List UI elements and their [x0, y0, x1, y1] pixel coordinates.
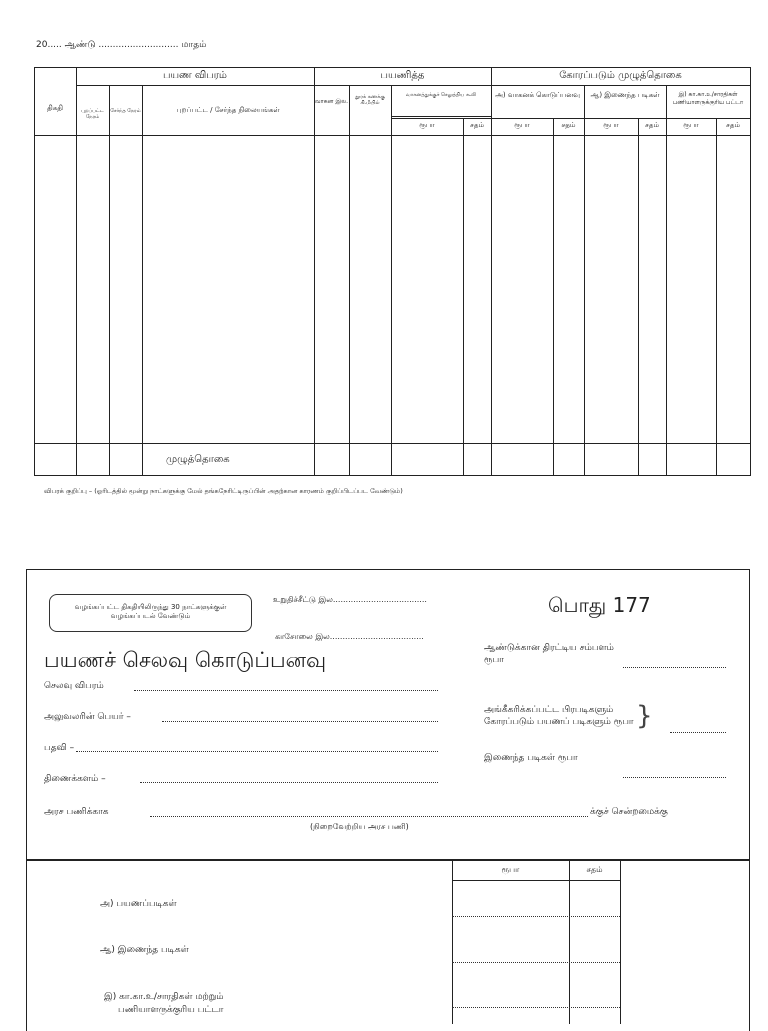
year-month-line: 20..... ஆண்டு ............................ மாதம் [36, 40, 207, 50]
combined-allowances-label: இணைந்த படிகள் ரூபா [484, 753, 578, 763]
item-combined-allowance: ஆ) இணைந்த படிகள் [100, 945, 189, 955]
header-claimed-total: கோரப்படும் முழுத்தொகை [559, 70, 682, 81]
col-stations: புறப்பட்ட / சேர்ந்த நிலையங்கள் [176, 106, 280, 114]
form-title: பயணச் செலவு கொடுப்பனவு [44, 648, 327, 672]
annual-salary-label: ஆண்டுக்கான திரட்டிய சம்பளம் ரூபா [484, 643, 614, 665]
cents-label: சதம் [725, 121, 741, 129]
col-paid-vehicle: வாகனத்துக்குச் செலுத்திய கூலி [405, 92, 477, 98]
receipt-number: உறுதிச்சீட்டு இல..................................... [273, 595, 427, 604]
stamp-box [49, 594, 252, 632]
stamp-text: வழங்கப்பட்ட திகதியிலிருந்து 30 நாட்களுக்குள் வழங்கப்படல் வேண்டும் [74, 603, 227, 621]
col-distance: தூரக் கணக்கு கி.மீயில் [355, 94, 385, 107]
col-claim-driver: இ) கா.கா.உ/சாரதிகள் பணியாளருக்குரிய பட்டா [672, 91, 744, 106]
cents-header: சதம் [586, 865, 603, 874]
brace-icon: } [636, 701, 653, 731]
approved-allowances-label: அங்கீகரிக்கப்பட்ட பிரபடிகளும் கோரப்படும் பயணப் படிகளும் ரூபா [484, 705, 634, 727]
col-departure-time: புறப்பட்ட நேரம் [81, 108, 104, 120]
expense-details-label: செலவு விபரம் [44, 681, 104, 691]
rupee-label: ரூபா [514, 121, 530, 129]
col-date: திகதி [47, 104, 63, 112]
total-label: முழுத்தொகை [166, 454, 230, 465]
col-claim-combined: ஆ) இணைந்த படிகள் [590, 91, 660, 99]
position-label: பதவி – [44, 743, 75, 753]
gov-service-sub: (நிறைவேற்றிய அரச பணி) [310, 822, 409, 831]
col-vehicle-no: வாகன இல. [314, 98, 349, 105]
item-driver-batta-line2: பணியாளருக்குரிய பட்டா [118, 1005, 224, 1015]
header-travelled: பயணித்த [380, 70, 425, 81]
col-arrival-time: சேர்ந்த நேரம் [110, 108, 141, 114]
cheque-number: காசோலை இல..................................... [275, 632, 424, 641]
cents-label: சதம் [469, 121, 485, 129]
item-driver-batta-line1: இ) கா.கா.உ/சாரதிகள் மற்றும் [104, 992, 224, 1002]
header-travel-details: பயண விபரம் [163, 70, 227, 81]
department-label: திணைக்களம் – [44, 774, 106, 784]
gov-service-prefix: அரச பணிக்காக [44, 807, 109, 817]
rupee-label: ரூபா [603, 121, 619, 129]
gov-service-suffix: க்குச் சென்றமைக்கு [590, 807, 668, 817]
form-code: பொது 177 [548, 593, 651, 617]
col-claim-vehicle: அ) வாகனக் கொடுப்பனவு [495, 91, 580, 99]
rupee-header: ரூபா [501, 865, 520, 874]
officer-name-label: அலுவலரின் பெயர் – [44, 712, 131, 722]
item-travel-allowance: அ) பயணப்படிகள் [100, 899, 177, 909]
cents-label: சதம் [561, 121, 576, 129]
cents-label: சதம் [644, 121, 660, 129]
rupee-label: ரூபா [683, 121, 699, 129]
note-text: விபரக் குறிப்பு – (ஓரிடத்தில் மூன்று நாட்களுக்கு மேல் தங்கநேரிட்டிருப்பின் அதற்கான காரணம் குறிப்பிடப்பட வேண்டும்) [44, 487, 403, 495]
rupee-label: ரூபா [419, 121, 435, 129]
